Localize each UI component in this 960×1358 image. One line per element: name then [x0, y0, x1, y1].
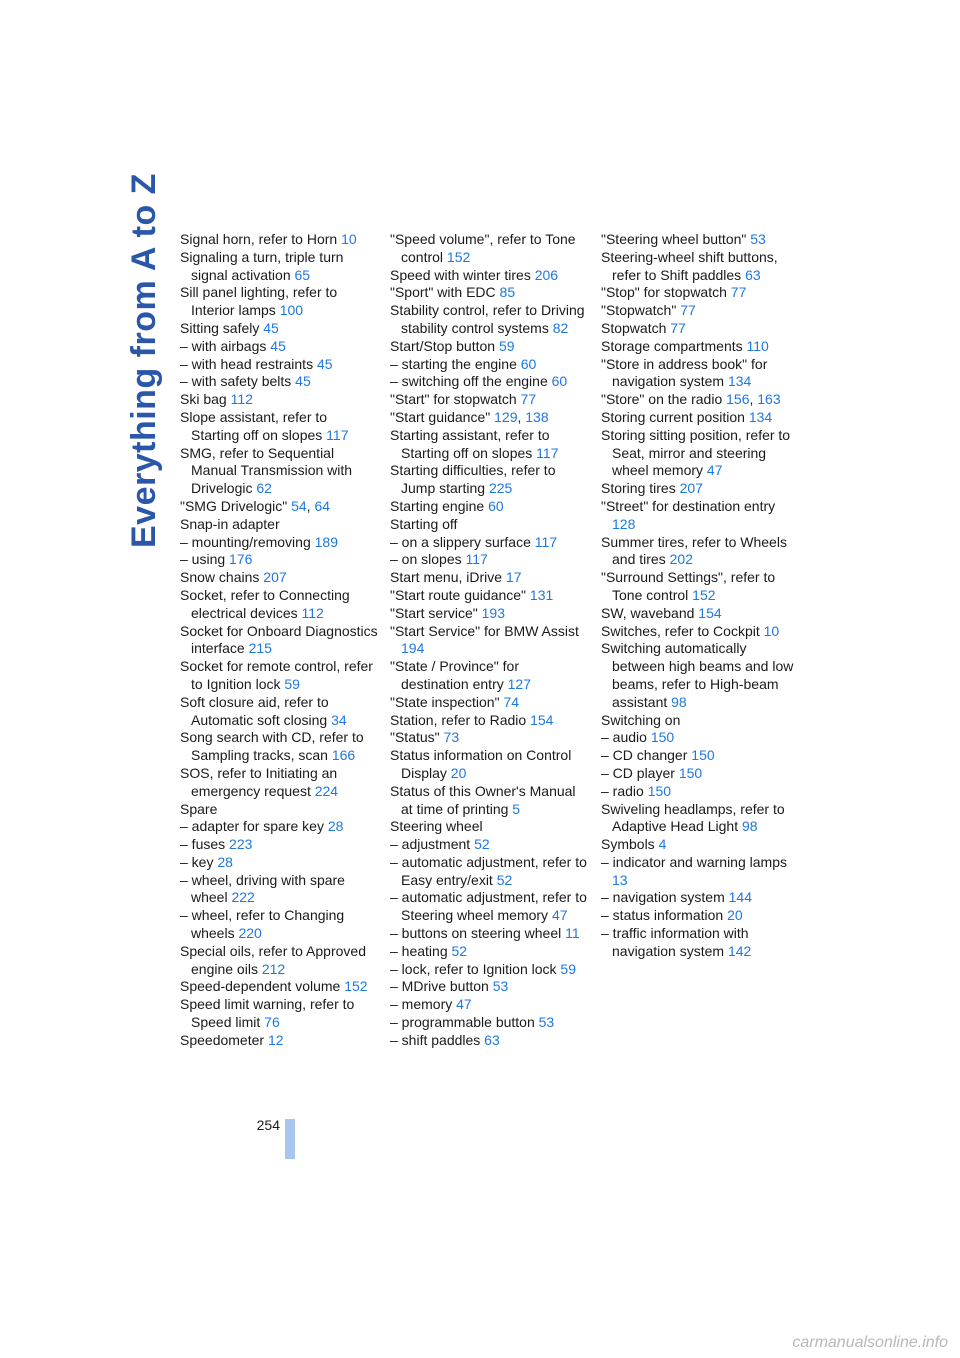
- page-reference-link[interactable]: 52: [451, 942, 468, 959]
- page-reference-link[interactable]: 131: [529, 586, 554, 603]
- page-reference-link[interactable]: 34: [331, 711, 347, 728]
- index-entry: [390, 1032, 588, 1050]
- page-reference-link[interactable]: 224: [314, 782, 339, 799]
- index-entry-text: Sitting safely: [180, 319, 264, 336]
- index-entry-text: Socket for Onboard Diagnostics interface: [180, 622, 378, 657]
- watermark: carmanualsonline.info: [792, 1334, 948, 1351]
- index-entry: [601, 747, 799, 765]
- page-reference-link[interactable]: 65: [294, 266, 311, 283]
- index-entry-text: Steering-wheel shift buttons, refer to Shift paddles: [601, 248, 778, 283]
- index-entry-text: Switching on: [601, 711, 681, 728]
- index-entry-text: – starting the engine: [390, 355, 521, 372]
- page-reference-link[interactable]: 142: [727, 942, 752, 959]
- index-entry: [390, 373, 588, 391]
- page-reference-link[interactable]: 156: [726, 391, 750, 408]
- index-entry: [390, 267, 588, 285]
- page-reference-link[interactable]: 154: [698, 604, 722, 621]
- index-entry-text: Signaling a turn, triple turn signal activation: [180, 248, 344, 283]
- page-reference-link[interactable]: 63: [484, 1031, 500, 1048]
- index-entry-text: – fuses: [180, 836, 230, 853]
- index-entry-text: Status information on Control Display: [390, 747, 572, 781]
- index-entry: [390, 836, 588, 854]
- index-entry-text: "Stopwatch": [601, 302, 681, 319]
- index-entry: [390, 409, 588, 427]
- index-entry-text: Symbols: [601, 836, 659, 853]
- index-entry: [180, 623, 378, 659]
- index-entry-text: – navigation system: [601, 889, 729, 906]
- index-entry: [601, 569, 799, 605]
- index-entry-text: – buttons on steering wheel: [390, 925, 566, 942]
- index-entry-text: – status information: [601, 907, 728, 924]
- index-entry-text: "Start" for stopwatch: [390, 391, 521, 408]
- page-reference-link[interactable]: 45: [316, 355, 333, 372]
- index-entry: [180, 996, 378, 1032]
- index-entry: [180, 231, 378, 249]
- index-entry-text: Speed-dependent volume: [180, 978, 345, 995]
- page-separator: ,: [749, 391, 758, 408]
- page-reference-link[interactable]: 17: [505, 569, 522, 586]
- page-reference-link[interactable]: 207: [263, 569, 287, 586]
- index-entry: [601, 338, 799, 356]
- index-entry: [601, 409, 799, 427]
- index-entry: [390, 1014, 588, 1032]
- index-entry-text: Stopwatch: [601, 319, 671, 336]
- index-entry-text: Swiveling headlamps, refer to Adaptive Head Light: [601, 800, 785, 835]
- page-reference-link[interactable]: 60: [551, 373, 568, 390]
- page-reference-link[interactable]: 77: [730, 284, 747, 301]
- index-entry-text: Summer tires, refer to Wheels and tires: [601, 533, 787, 568]
- page-reference-link[interactable]: 10: [341, 231, 357, 247]
- page-reference-link[interactable]: 28: [217, 853, 233, 870]
- page-reference-link[interactable]: 59: [498, 337, 515, 354]
- page-reference-link[interactable]: 129: [494, 408, 518, 425]
- index-entry-text: "Status": [390, 729, 444, 746]
- index-entry-text: Sill panel lighting, refer to Interior lamps: [180, 284, 338, 319]
- index-entry: [180, 818, 378, 836]
- index-entry: [180, 391, 378, 409]
- page-separator: ,: [306, 497, 315, 514]
- index-entry-text: "Street" for destination entry: [601, 497, 776, 514]
- index-entry: [601, 498, 799, 534]
- page-reference-link[interactable]: 117: [465, 551, 488, 568]
- index-entry-text: Ski bag: [180, 391, 231, 408]
- index-entry-text: – indicator and warning lamps: [601, 853, 787, 870]
- index-entry-text: Switching automatically between high beams and low beams, refer to High-beam assistant: [601, 640, 794, 710]
- index-entry: [390, 747, 588, 783]
- index-entry: [601, 729, 799, 747]
- index-entry: [601, 249, 799, 285]
- index-entry-text: "Stop" for stopwatch: [601, 284, 731, 301]
- index-entry: [180, 498, 378, 516]
- index-entry-text: Status of this Owner's Manual at time of printing: [390, 782, 576, 817]
- index-entry-text: – MDrive button: [390, 978, 493, 995]
- index-entry-text: – audio: [601, 729, 651, 746]
- index-entry: [390, 587, 588, 605]
- index-entry-text: "Steering wheel button": [601, 231, 751, 247]
- index-entry: [390, 338, 588, 356]
- index-entry: [180, 907, 378, 943]
- page-reference-link[interactable]: 28: [327, 818, 344, 835]
- index-entry: [180, 854, 378, 872]
- page-reference-link[interactable]: 202: [669, 551, 693, 568]
- index-entry: [390, 605, 588, 623]
- index-entry: [390, 854, 588, 890]
- page-reference-link[interactable]: 223: [229, 836, 253, 853]
- index-entry-text: Special oils, refer to Approved engine oils: [180, 942, 366, 977]
- index-entry-text: – wheel, driving with spare wheel: [180, 871, 345, 906]
- index-entry-text: Starting difficulties, refer to Jump starting: [390, 462, 556, 497]
- index-entry-text: Stability control, refer to Driving stability control systems: [390, 302, 585, 336]
- index-entry-text: "Start guidance": [390, 408, 495, 425]
- page-reference-link[interactable]: 5: [512, 800, 521, 817]
- index-entry-text: – CD player: [601, 764, 679, 781]
- index-entry: [390, 498, 588, 516]
- index-entry-text: – with airbags: [180, 337, 271, 354]
- index-entry: [601, 925, 799, 961]
- index-entry-text: Speed limit warning, refer to Speed limit: [180, 996, 355, 1031]
- index-entry: [390, 231, 588, 267]
- page-reference-link[interactable]: 225: [488, 480, 513, 497]
- index-entry-text: "SMG Drivelogic": [180, 497, 292, 514]
- page-reference-link[interactable]: 220: [238, 925, 262, 942]
- index-entry-text: "Sport" with EDC: [390, 284, 500, 301]
- index-entry-text: "Start service": [390, 604, 482, 621]
- index-entry: [390, 284, 588, 302]
- page-reference-link[interactable]: 73: [443, 729, 460, 746]
- page-reference-link[interactable]: 163: [757, 391, 781, 408]
- index-entry-text: Soft closure aid, refer to Automatic soft closing: [180, 693, 332, 728]
- index-entry-text: – on a slippery surface: [390, 533, 535, 550]
- index-entry-text: Starting off: [390, 515, 458, 532]
- index-entry-text: Start/Stop button: [390, 337, 499, 354]
- page-reference-link[interactable]: 206: [534, 266, 559, 283]
- index-entry: [601, 284, 799, 302]
- index-entry-text: Signal horn, refer to Horn: [180, 231, 342, 247]
- index-entry: [390, 569, 588, 587]
- index-entry-text: Slope assistant, refer to Starting off on slopes: [180, 408, 328, 443]
- page-reference-link[interactable]: 54: [291, 497, 307, 514]
- index-entry: [180, 409, 378, 445]
- page-reference-link[interactable]: 64: [314, 497, 331, 514]
- page-reference-link[interactable]: 152: [692, 586, 716, 603]
- index-entry: [601, 640, 799, 711]
- index-entry: [180, 1032, 378, 1050]
- index-entry-text: SW, waveband: [601, 604, 699, 621]
- index-entry: [390, 729, 588, 747]
- page-reference-link[interactable]: 77: [680, 302, 696, 319]
- index-entry-text: Spare: [180, 800, 218, 817]
- page-reference-link[interactable]: 98: [741, 818, 758, 835]
- index-entry: [601, 480, 799, 498]
- index-entry: [390, 925, 588, 943]
- index-entry: [601, 907, 799, 925]
- index-entry: [390, 462, 588, 498]
- index-entry: [601, 836, 799, 854]
- index-entry-text: SMG, refer to Sequential Manual Transmission with Drivelogic: [180, 444, 353, 497]
- index-entry-text: – automatic adjustment, refer to Steering wheel memory: [390, 889, 587, 924]
- index-entry-text: Switches, refer to Cockpit: [601, 622, 764, 639]
- index-entry: [390, 391, 588, 409]
- page-reference-link[interactable]: 11: [565, 925, 580, 942]
- index-entry: [601, 765, 799, 783]
- page-reference-link[interactable]: 53: [538, 1014, 555, 1031]
- page-reference-link[interactable]: 152: [344, 978, 368, 995]
- index-entry: [180, 943, 378, 979]
- index-entry-text: Song search with CD, refer to Sampling tracks, scan: [180, 729, 364, 764]
- index-entry: [180, 587, 378, 623]
- page-reference-link[interactable]: 166: [331, 747, 356, 764]
- index-entry: [601, 889, 799, 907]
- page-reference-link[interactable]: 134: [727, 373, 752, 390]
- index-entry: [390, 961, 588, 979]
- page-reference-link[interactable]: 45: [270, 337, 286, 354]
- index-entry: [390, 694, 588, 712]
- index-entry: [180, 694, 378, 730]
- page-reference-link[interactable]: 52: [496, 871, 513, 888]
- index-entry-text: "Start Service" for BMW Assist: [390, 622, 579, 639]
- page-reference-link[interactable]: 52: [474, 836, 490, 853]
- index-entry-text: "Store" on the radio: [601, 391, 727, 408]
- index-entry-text: – with safety belts: [180, 373, 296, 390]
- index-entry: [180, 284, 378, 320]
- page-reference-link[interactable]: 117: [326, 426, 349, 443]
- index-entry-text: Station, refer to Radio: [390, 711, 531, 728]
- page-reference-link[interactable]: 134: [748, 408, 773, 425]
- page-reference-link[interactable]: 193: [481, 604, 505, 621]
- page-reference-link[interactable]: 117: [534, 533, 558, 550]
- page-reference-link[interactable]: 98: [671, 693, 687, 710]
- index-column-2: [390, 231, 588, 1050]
- index-entry: [390, 356, 588, 374]
- page-reference-link[interactable]: 60: [520, 355, 537, 372]
- index-entry: [601, 783, 799, 801]
- page-reference-link[interactable]: 82: [552, 319, 569, 336]
- index-entry-text: – using: [180, 551, 230, 568]
- index-entry: [180, 872, 378, 908]
- index-entry: [601, 534, 799, 570]
- page-reference-link[interactable]: 189: [314, 533, 338, 550]
- index-entry-text: – wheel, refer to Changing wheels: [180, 907, 345, 942]
- index-entry: [180, 551, 378, 569]
- page-reference-link[interactable]: 150: [650, 729, 675, 746]
- index-entry: [390, 818, 588, 836]
- index-entry-text: "State inspection": [390, 693, 504, 710]
- index-entry-text: – memory: [390, 996, 457, 1013]
- page-reference-link[interactable]: 60: [488, 497, 504, 514]
- page-reference-link[interactable]: 85: [499, 284, 516, 301]
- index-entry-text: – switching off the engine: [390, 373, 552, 390]
- index-entry-text: "Speed volume", refer to Tone control: [390, 231, 576, 265]
- page-reference-link[interactable]: 13: [612, 871, 628, 888]
- index-entry: [390, 978, 588, 996]
- index-entry-text: Storing current position: [601, 408, 749, 425]
- index-entry-text: Socket, refer to Connecting electrical devices: [180, 586, 350, 621]
- index-entry: [390, 712, 588, 730]
- index-entry: [180, 836, 378, 854]
- page-reference-link[interactable]: 63: [745, 266, 761, 283]
- index-entry: [180, 729, 378, 765]
- index-entry-text: Start menu, iDrive: [390, 569, 506, 586]
- index-entry: [180, 320, 378, 338]
- page-reference-link[interactable]: 20: [450, 764, 467, 781]
- index-entry-text: – CD changer: [601, 747, 692, 764]
- index-entry: [601, 801, 799, 837]
- page-reference-link[interactable]: 127: [507, 675, 531, 692]
- index-entry-text: – adjustment: [390, 836, 475, 853]
- index-entry: [601, 231, 799, 249]
- index-entry: [390, 783, 588, 819]
- page-reference-link[interactable]: 100: [279, 302, 304, 319]
- index-entry-text: Socket for remote control, refer to Ignition lock: [180, 658, 373, 692]
- page-reference-link[interactable]: 138: [525, 408, 549, 425]
- index-entry-text: – radio: [601, 782, 648, 799]
- index-entry-text: – lock, refer to Ignition lock: [390, 960, 561, 977]
- index-entry-text: Storing sitting position, refer to Seat, mirror and steering wheel memory: [601, 426, 791, 479]
- index-entry-text: Steering wheel: [390, 818, 483, 835]
- page-reference-link[interactable]: 59: [284, 675, 300, 692]
- page-reference-link[interactable]: 194: [401, 640, 425, 657]
- index-entry-text: "Surround Settings", refer to Tone control: [601, 569, 776, 603]
- index-entry-text: "Start route guidance": [390, 586, 530, 603]
- page-reference-link[interactable]: 152: [446, 248, 471, 265]
- index-column-1: [180, 231, 378, 1050]
- index-entry-text: Storing tires: [601, 480, 680, 497]
- index-entry: [180, 249, 378, 285]
- page-reference-link[interactable]: 117: [536, 444, 559, 461]
- index-entry-text: – on slopes: [390, 551, 466, 568]
- index-entry: [601, 427, 799, 480]
- index-entry: [180, 445, 378, 498]
- index-entry: [601, 605, 799, 623]
- page-reference-link[interactable]: 207: [679, 480, 703, 497]
- page-reference-link[interactable]: 45: [295, 373, 311, 390]
- page-reference-link[interactable]: 47: [551, 907, 568, 924]
- page-separator: ,: [517, 408, 526, 425]
- page-reference-link[interactable]: 176: [229, 551, 253, 568]
- index-entry-text: – mounting/removing: [180, 533, 315, 550]
- index-entry: [390, 551, 588, 569]
- index-entry-text: SOS, refer to Initiating an emergency request: [180, 764, 338, 799]
- page-reference-link[interactable]: 53: [750, 231, 766, 247]
- page-reference-link[interactable]: 77: [670, 319, 686, 336]
- page-reference-link[interactable]: 215: [248, 640, 272, 657]
- index-entry-text: Snow chains: [180, 569, 264, 586]
- page-reference-link[interactable]: 150: [647, 782, 672, 799]
- index-entry: [390, 996, 588, 1014]
- index-entry: [180, 356, 378, 374]
- page-reference-link[interactable]: 10: [763, 622, 780, 639]
- index-entry: [180, 534, 378, 552]
- index-entry: [180, 569, 378, 587]
- index-entry-text: – with head restraints: [180, 355, 317, 372]
- index-entry: [601, 391, 799, 409]
- index-entry: [180, 373, 378, 391]
- section-title: Everything from A to Z: [125, 173, 163, 548]
- index-entry-text: Storage compartments: [601, 337, 747, 354]
- index-entry: [601, 320, 799, 338]
- index-entry-text: – traffic information with navigation system: [601, 925, 749, 959]
- page-reference-link[interactable]: 20: [727, 907, 743, 924]
- page-reference-link[interactable]: 150: [678, 764, 703, 781]
- index-entry: [390, 427, 588, 463]
- index-entry-text: "Store in address book" for navigation system: [601, 355, 768, 390]
- page-reference-link[interactable]: 110: [746, 337, 769, 354]
- page-reference-link[interactable]: 53: [492, 978, 509, 995]
- index-entry-text: – heating: [390, 942, 452, 959]
- index-entry: [601, 356, 799, 392]
- page-reference-link[interactable]: 59: [560, 960, 576, 977]
- page-reference-link[interactable]: 154: [530, 711, 554, 728]
- index-entry-text: Starting engine: [390, 497, 489, 514]
- index-entry: [390, 302, 588, 338]
- index-entry: [601, 854, 799, 890]
- page-reference-link[interactable]: 76: [264, 1014, 280, 1031]
- index-entry-text: – programmable button: [390, 1014, 539, 1031]
- page-reference-link[interactable]: 74: [503, 693, 520, 710]
- index-entry-text: "State / Province" for destination entry: [390, 658, 519, 692]
- page-reference-link[interactable]: 222: [231, 889, 255, 906]
- page-reference-link[interactable]: 4: [658, 836, 667, 853]
- index-entry: [390, 623, 588, 659]
- index-entry-text: – key: [180, 853, 218, 870]
- index-entry: [180, 765, 378, 801]
- index-entry: [180, 338, 378, 356]
- page-number: 254: [256, 1117, 280, 1133]
- index-entry: [601, 623, 799, 641]
- page-reference-link[interactable]: 47: [706, 462, 723, 479]
- index-entry: [390, 658, 588, 694]
- index-entry: [180, 801, 378, 819]
- index-entry-text: Starting assistant, refer to Starting off on slopes: [390, 426, 550, 461]
- index-entry: [390, 943, 588, 961]
- index-entry: [390, 534, 588, 552]
- page-reference-link[interactable]: 62: [256, 480, 272, 497]
- index-entry: [180, 516, 378, 534]
- index-entry: [390, 889, 588, 925]
- index-entry: [180, 658, 378, 694]
- index-entry: [601, 712, 799, 730]
- page-reference-link[interactable]: 47: [456, 996, 472, 1013]
- index-entry: [390, 516, 588, 534]
- page-reference-link[interactable]: 45: [263, 319, 279, 336]
- page-reference-link[interactable]: 112: [230, 391, 253, 408]
- page-reference-link[interactable]: 128: [612, 515, 636, 532]
- index-entry-text: – automatic adjustment, refer to Easy entry/exit: [390, 853, 587, 888]
- page-reference-link[interactable]: 112: [301, 604, 324, 621]
- index-entry-text: Snap-in adapter: [180, 515, 280, 532]
- page-reference-link[interactable]: 12: [267, 1031, 284, 1048]
- index-entry: [601, 302, 799, 320]
- index-entry-text: – shift paddles: [390, 1031, 485, 1048]
- index-entry-text: Speedometer: [180, 1031, 268, 1048]
- page-marker-bar: [285, 1119, 295, 1159]
- page-reference-link[interactable]: 212: [261, 960, 286, 977]
- index-entry-text: – adapter for spare key: [180, 818, 328, 835]
- page-reference-link[interactable]: 144: [728, 889, 752, 906]
- index-entry-text: Speed with winter tires: [390, 266, 535, 283]
- page-reference-link[interactable]: 77: [520, 391, 537, 408]
- index-column-3: [601, 231, 799, 961]
- page-reference-link[interactable]: 150: [691, 747, 715, 764]
- index-entry: [180, 978, 378, 996]
